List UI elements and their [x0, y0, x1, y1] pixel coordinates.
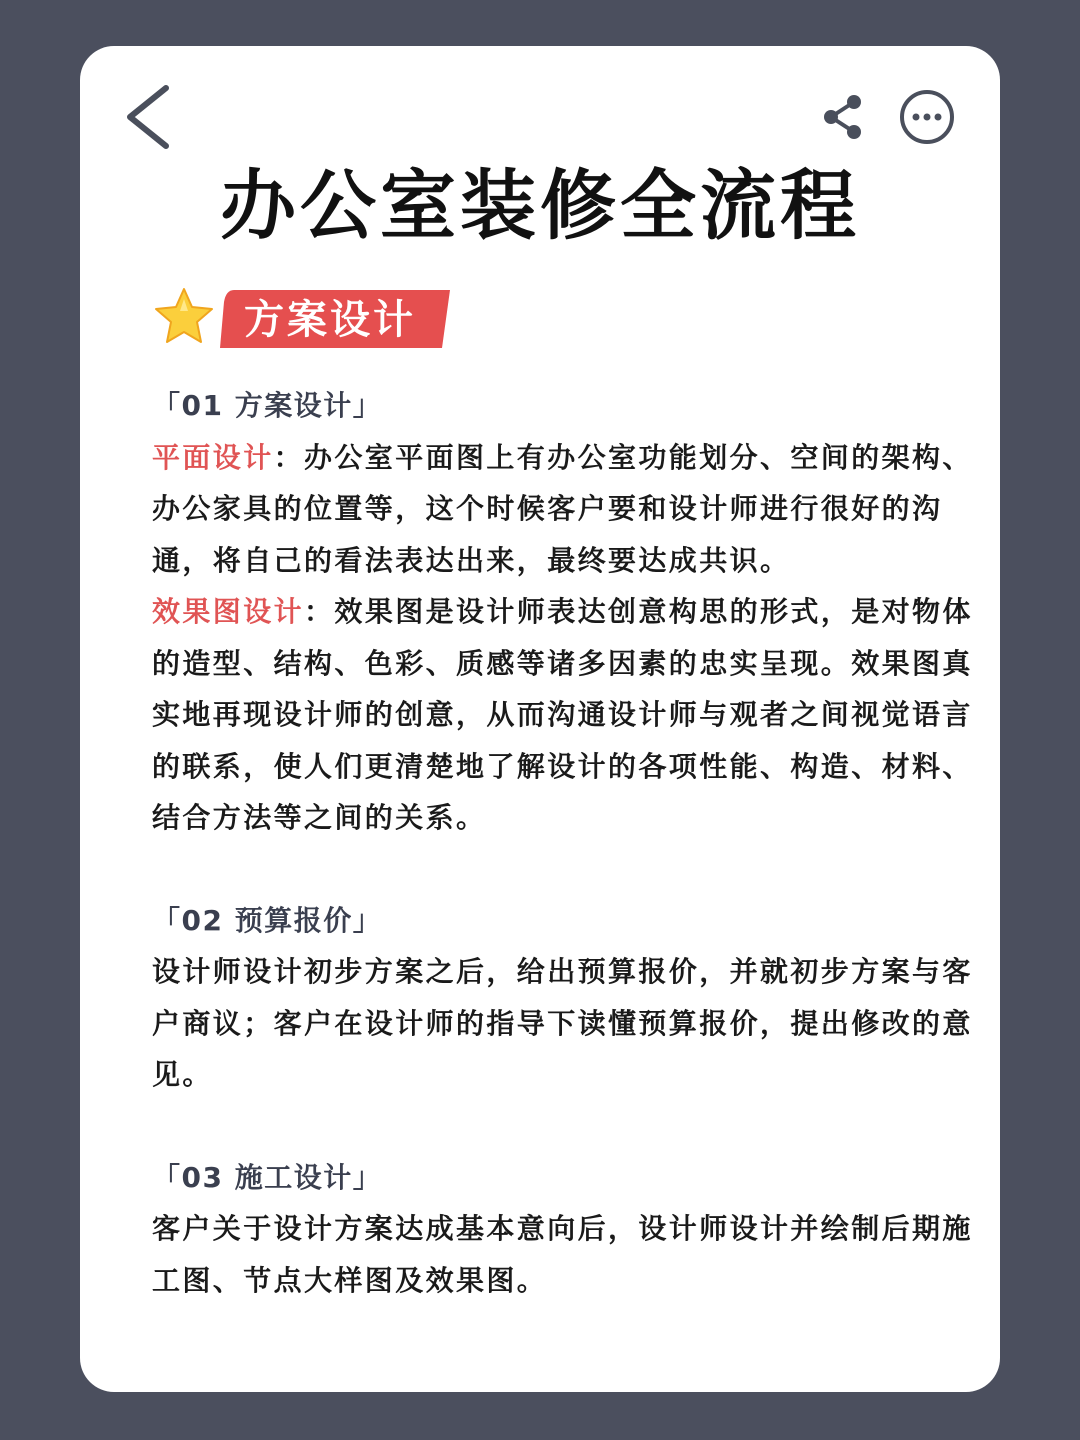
badge-label: 方案设计 [244, 297, 416, 343]
spacer [152, 1101, 974, 1152]
spacer [152, 844, 974, 895]
more-button[interactable] [898, 88, 956, 146]
section-badge [220, 290, 450, 348]
chevron-left-icon [118, 82, 178, 152]
paragraph [152, 586, 974, 844]
back-button[interactable] [118, 82, 178, 152]
section-heading: 「03 施工设计」 [152, 1160, 383, 1194]
paragraph [152, 432, 974, 587]
paragraph-text: ：效果图是设计师表达创意构思的形式，是对物体的造型、结构、色彩、质感等诸多因素的忠实呈现。效果图真实地再现设计师的创意，从而沟通设计师与观者之间视觉语言的联系，使人们更清楚地了解设计的各项性能、构造、材料、结合方法等之间的关系。 [152, 595, 973, 834]
paragraph-text: ：办公室平面图上有办公室功能划分、空间的架构、办公家具的位置等，这个时候客户要和设计师进行很好的沟通，将自己的看法表达出来，最终要达成共识。 [152, 440, 973, 577]
article-content [152, 380, 974, 1306]
term-label: 效果图设计 [152, 595, 305, 628]
paragraph-text: 设计师设计初步方案之后，给出预算报价，并就初步方案与客户商议；客户在设计师的指导下读懂预算报价，提出修改的意见。 [152, 955, 973, 1091]
share-button[interactable] [820, 94, 866, 140]
paragraph-text: 客户关于设计方案达成基本意向后，设计师设计并绘制后期施工图、节点大样图及效果图。 [152, 1212, 973, 1297]
more-horizontal-icon [898, 88, 956, 146]
star-icon [152, 285, 216, 349]
page-title: 办公室装修全流程 [220, 161, 860, 250]
section-heading: 「02 预算报价」 [152, 903, 383, 937]
share-icon [820, 94, 866, 140]
term-label: 平面设计 [152, 440, 274, 474]
section-heading: 「01 方案设计」 [152, 389, 383, 422]
